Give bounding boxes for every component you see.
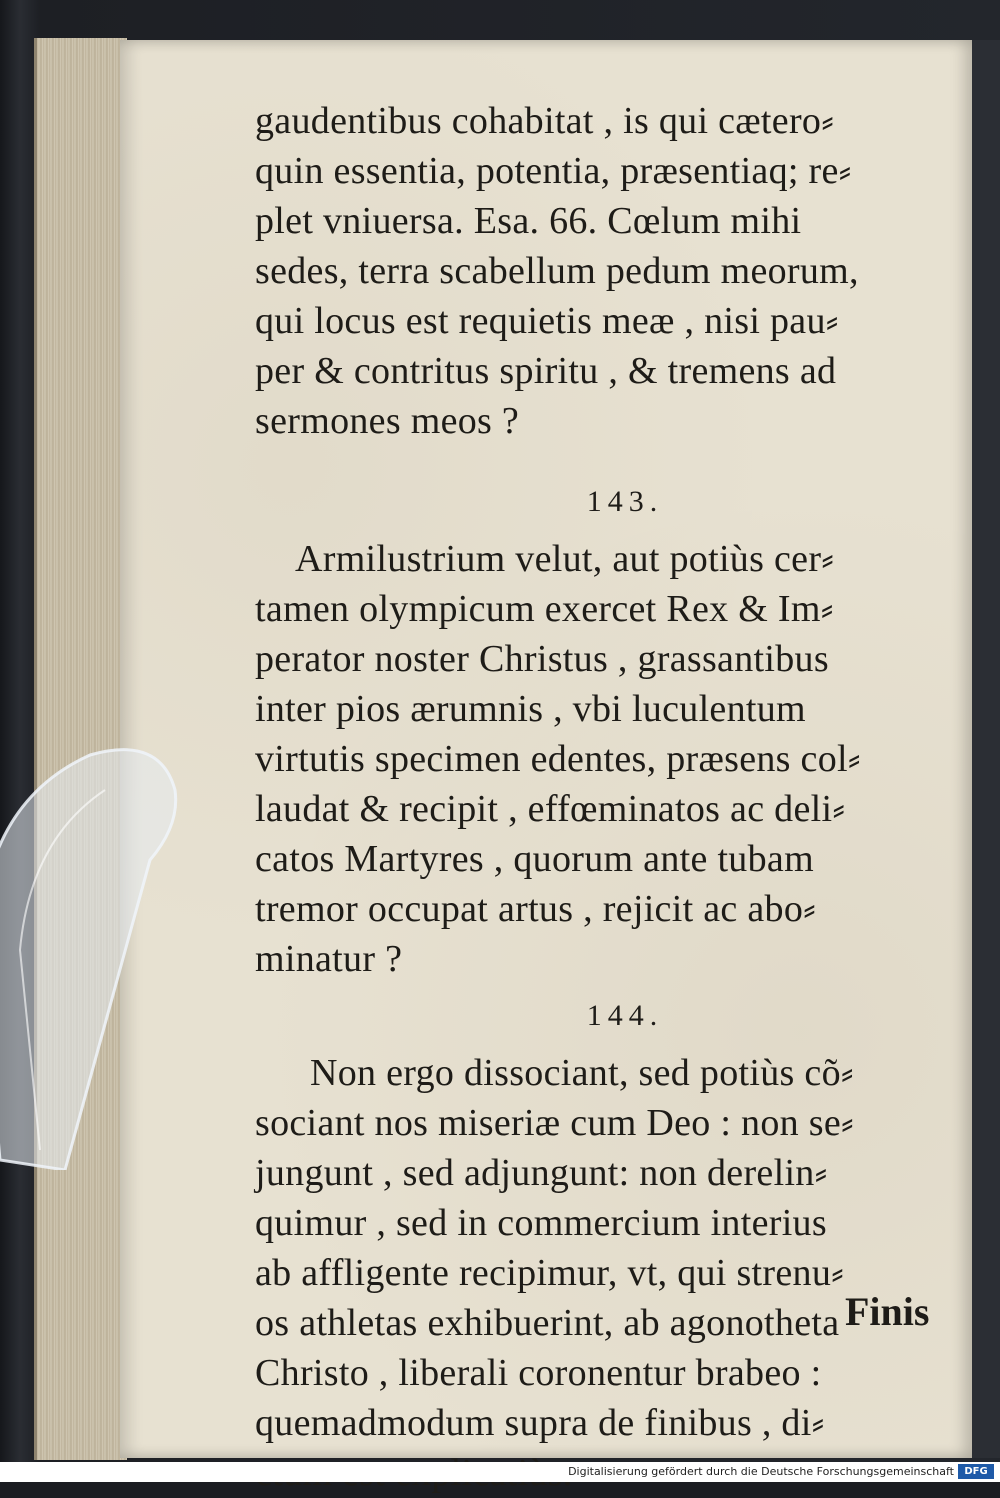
text-line: os athletas exhibuerint, ab agonotheta [255,1302,840,1344]
footer-credit: Digitalisierung gefördert durch die Deutsche Forschungsgemeinschaft [568,1465,954,1478]
text-line: Christo , liberali coronentur brabeo : [255,1352,822,1394]
text-line: tamen olympicum exercet Rex & Im⸗ [255,588,834,630]
digitization-footer [0,1462,1000,1482]
paragraph-144 [255,1048,955,1498]
text-line: ab affligente recipimur, vt, qui strenu⸗ [255,1252,845,1294]
paragraph-top [255,96,955,446]
section-number-144: 144. [586,999,664,1032]
paragraph-143 [255,534,955,984]
text-line: tremor occupat artus , rejicit ac abo⸗ [255,888,817,930]
text-line: gaudentibus cohabitat , is qui cætero⸗ [255,100,835,142]
section-number-143: 143. [586,485,664,518]
page-holder-clip [0,730,200,1170]
text-line: quemadmodum supra de finibus , di⸗ [255,1402,825,1444]
text-line: minatur ? [255,938,403,980]
finis-word: Finis [845,1289,930,1334]
text-line: per & contritus spiritu , & tremens ad [255,350,837,392]
text-line: laudat & recipit , effœminatos ac deli⸗ [255,788,846,830]
text-line: plet vniuersa. Esa. 66. Cœlum mihi [255,200,802,242]
text-line: quin essentia, potentia, præsentiaq; re⸗ [255,150,852,192]
text-line: qui locus est requietis meæ , nisi pau⸗ [255,300,839,342]
scanner-edge [972,40,1000,1458]
text-line: sociant nos miseriæ cum Deo : non se⸗ [255,1102,854,1144]
text-line: perator noster Christus , grassantibus [255,638,829,680]
dfg-logo: DFG [958,1464,994,1479]
text-line: Non ergo dissociant, sed potiùs cõ⸗ [310,1052,854,1094]
text-line: sedes, terra scabellum pedum meorum, [255,250,859,292]
text-line: inter pios ærumnis , vbi luculentum [255,688,806,730]
text-line: sermones meos ? [255,400,520,442]
text-line: quimur , sed in commercium interius [255,1202,827,1244]
text-line: catos Martyres , quorum ante tubam [255,838,814,880]
text-line: virtutis specimen edentes, præsens col⸗ [255,738,861,780]
text-line: Armilustrium velut, aut potiùs cer⸗ [295,538,835,580]
text-line: jungunt , sed adjungunt: non derelin⸗ [255,1152,828,1194]
